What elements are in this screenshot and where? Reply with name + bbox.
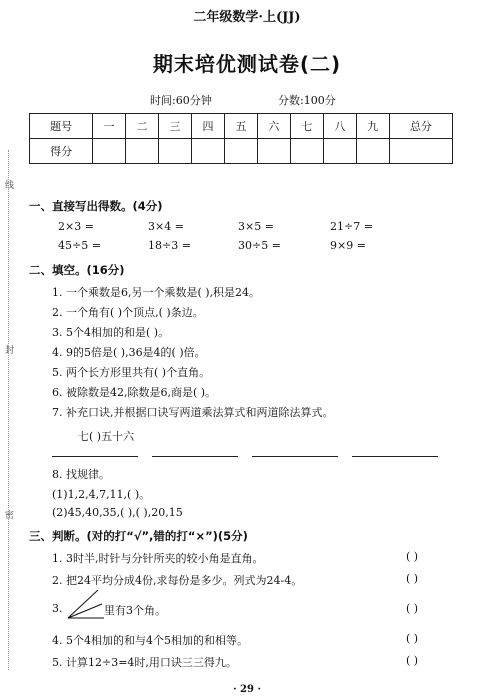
score-table-header-cell: 题号 xyxy=(30,114,93,139)
answer-line xyxy=(352,456,438,457)
fill-question-7: 7. 补充口诀,并根据口诀写两道乘法算式和两道除法算式。 xyxy=(52,406,334,419)
margin-mark-feng: 封 xyxy=(5,346,15,356)
score-cell xyxy=(290,139,323,164)
judge-answer-paren: ( ) xyxy=(406,654,419,667)
page-number: · 29 · xyxy=(233,684,261,695)
calc-item: 21÷7 = xyxy=(330,220,373,233)
score-cell xyxy=(389,139,452,164)
fill-question-3: 3. 5个4相加的和是( )。 xyxy=(52,326,170,339)
exam-time: 时间:60分钟 xyxy=(150,94,212,107)
score-table-header-cell: 六 xyxy=(257,114,290,139)
angle-figure-icon xyxy=(66,588,106,620)
score-cell xyxy=(257,139,290,164)
exam-title: 期末培优测试卷(二) xyxy=(152,52,342,76)
score-table-header-cell: 三 xyxy=(159,114,192,139)
score-cell xyxy=(323,139,356,164)
fill-question-6: 6. 被除数是42,除数是6,商是( )。 xyxy=(52,386,217,399)
answer-line xyxy=(252,456,338,457)
fill-question-2: 2. 一个角有( )个顶点,( )条边。 xyxy=(52,306,204,319)
section2-title: 二、填空。(16分) xyxy=(29,263,125,277)
judge-question-5: 5. 计算12÷3=4时,用口诀三三得九。 xyxy=(52,656,237,669)
score-table-row-label: 得分 xyxy=(30,139,93,164)
score-cell xyxy=(126,139,159,164)
rhyme-blank: 七( )五十六 xyxy=(78,430,135,443)
exam-score: 分数:100分 xyxy=(278,94,336,107)
score-table-header-cell: 八 xyxy=(323,114,356,139)
judge-answer-paren: ( ) xyxy=(406,602,419,615)
score-cell xyxy=(192,139,225,164)
score-table-header-cell: 一 xyxy=(93,114,126,139)
section1-title: 一、直接写出得数。(4分) xyxy=(29,199,163,213)
answer-line xyxy=(52,456,138,457)
calc-item: 45÷5 = xyxy=(58,239,101,252)
score-table-header-cell: 二 xyxy=(126,114,159,139)
score-cell xyxy=(356,139,389,164)
margin-mark-mi: 密 xyxy=(5,511,15,521)
binding-dotted-line xyxy=(8,150,9,670)
score-cell xyxy=(93,139,126,164)
score-table-header-cell: 七 xyxy=(290,114,323,139)
judge-question-4: 4. 5个4相加的和与4个5相加的和相等。 xyxy=(52,634,248,647)
score-cell xyxy=(224,139,257,164)
score-table-score-row xyxy=(30,139,453,164)
pattern-question-1: (1)1,2,4,7,11,( )。 xyxy=(52,488,151,501)
fill-question-4: 4. 9的5倍是( ),36是4的( )倍。 xyxy=(52,346,206,359)
score-table-header-cell: 总分 xyxy=(389,114,452,139)
fill-question-5: 5. 两个长方形里共有( )个直角。 xyxy=(52,366,211,379)
score-table xyxy=(29,113,453,164)
calc-item: 3×4 = xyxy=(148,220,184,233)
judge-question-3-number: 3. xyxy=(52,602,63,615)
calc-item: 2×3 = xyxy=(58,220,94,233)
section3-title: 三、判断。(对的打“√”,错的打“×”)(5分) xyxy=(29,529,248,543)
score-table-header-cell: 五 xyxy=(224,114,257,139)
margin-mark-xian: 线 xyxy=(5,181,15,191)
score-table-header-cell: 九 xyxy=(356,114,389,139)
score-cell xyxy=(159,139,192,164)
judge-answer-paren: ( ) xyxy=(406,572,419,585)
judge-answer-paren: ( ) xyxy=(406,550,419,563)
score-table-header-cell: 四 xyxy=(192,114,225,139)
exam-subtitle: 二年级数学·上(JJ) xyxy=(193,10,301,25)
judge-question-3-text: 里有3个角。 xyxy=(104,604,166,617)
calc-item: 9×9 = xyxy=(330,239,366,252)
calc-item: 18÷3 = xyxy=(148,239,191,252)
fill-question-1: 1. 一个乘数是6,另一个乘数是( ),积是24。 xyxy=(52,286,261,299)
fill-question-8: 8. 找规律。 xyxy=(52,468,110,481)
answer-line xyxy=(152,456,238,457)
calc-item: 30÷5 = xyxy=(238,239,281,252)
score-table-header-row xyxy=(30,114,453,139)
pattern-question-2: (2)45,40,35,( ),( ),20,15 xyxy=(52,506,183,519)
judge-question-1: 1. 3时半,时针与分针所夹的较小角是直角。 xyxy=(52,552,264,565)
calc-item: 3×5 = xyxy=(238,220,274,233)
judge-question-2: 2. 把24平均分成4份,求每份是多少。列式为24-4。 xyxy=(52,574,303,587)
judge-answer-paren: ( ) xyxy=(406,632,419,645)
